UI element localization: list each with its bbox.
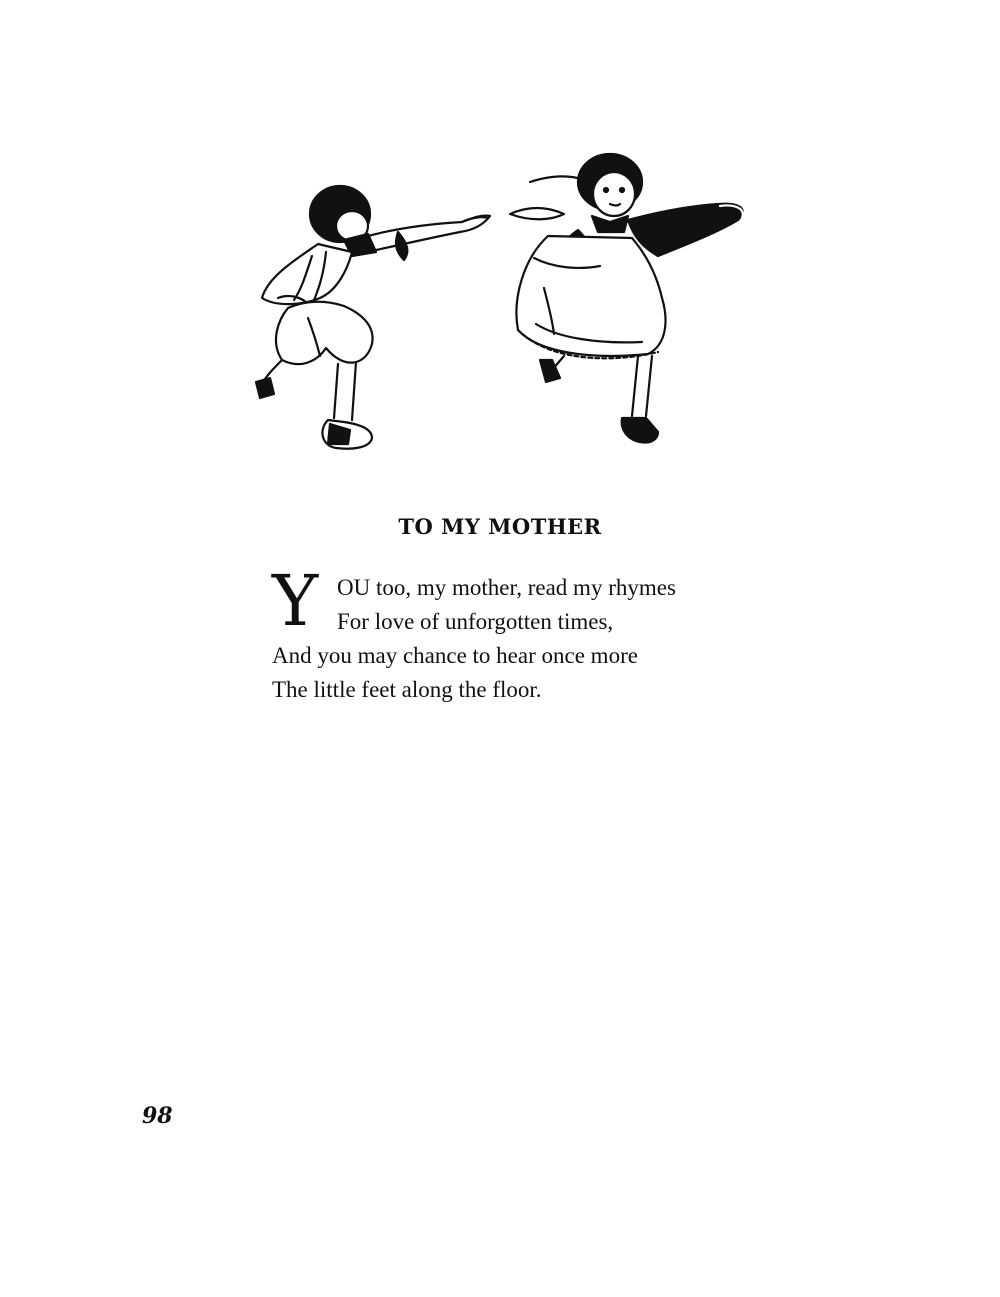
poem-line: The little feet along the floor. xyxy=(272,677,542,702)
poem-title: TO MY MOTHER xyxy=(398,514,602,539)
drop-cap: Y xyxy=(272,560,319,642)
dancing-children-illustration xyxy=(248,148,758,466)
poem-line: OU too, my mother, read my rhymes xyxy=(337,575,676,600)
poem-line: For love of unforgotten times, xyxy=(337,609,614,634)
girl-figure xyxy=(510,154,743,443)
page-number: 98 xyxy=(142,1103,173,1129)
poem-line: And you may chance to hear once more xyxy=(272,643,638,668)
boy-figure xyxy=(256,186,490,449)
